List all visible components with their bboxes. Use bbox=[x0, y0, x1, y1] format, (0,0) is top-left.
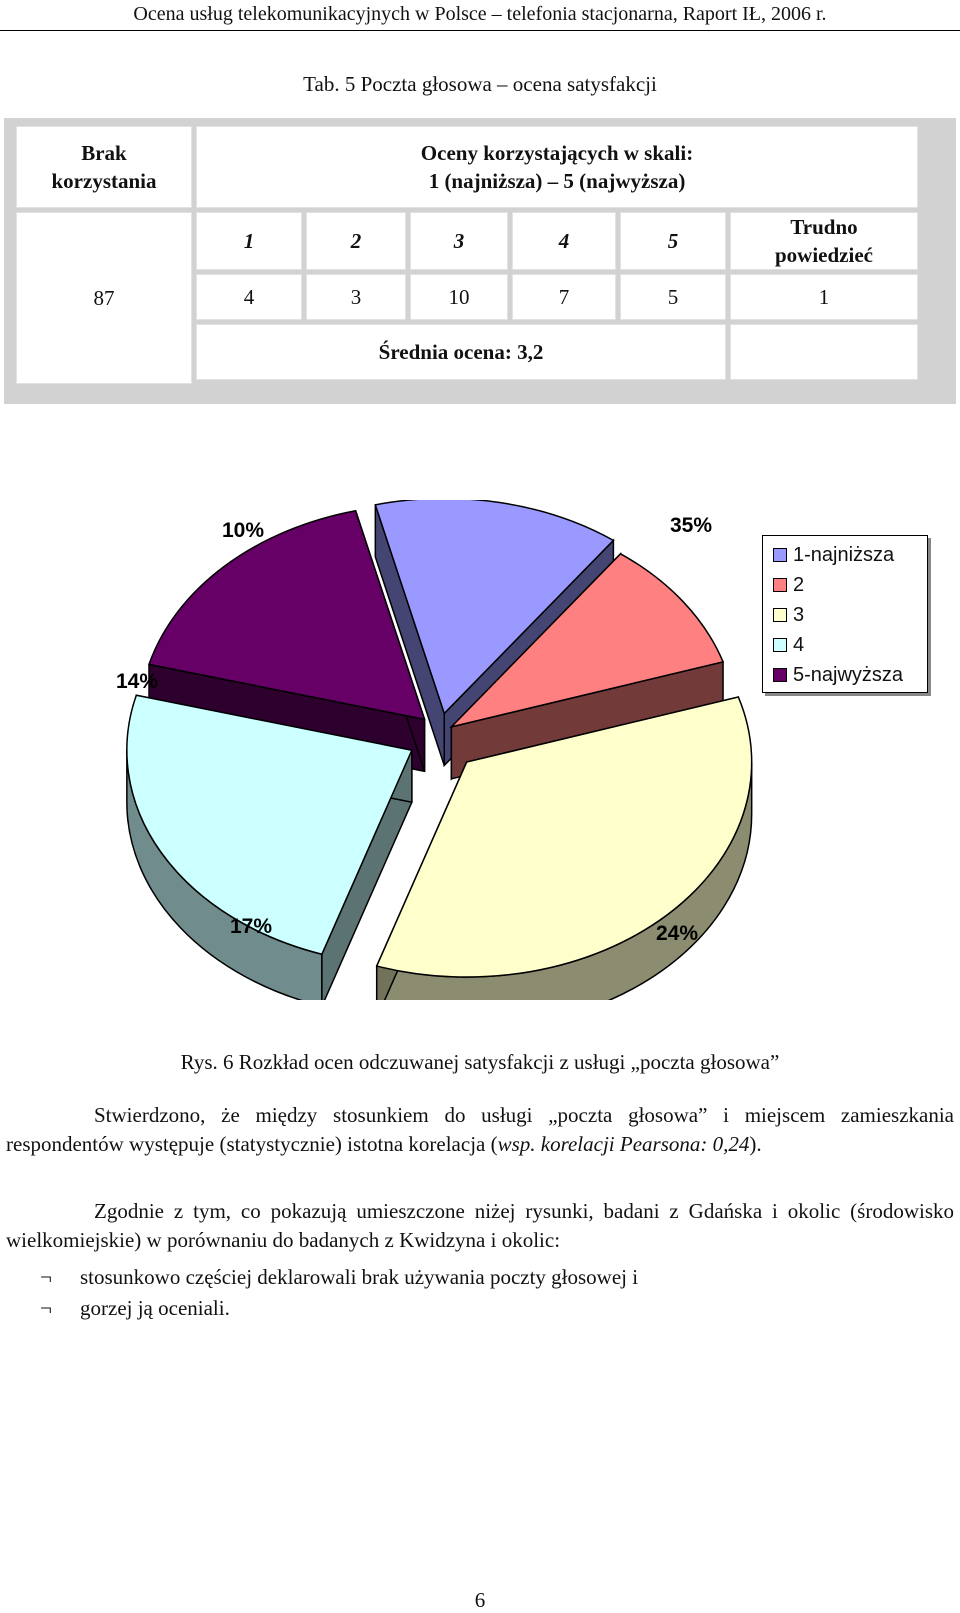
legend-swatch bbox=[773, 578, 787, 592]
legend-swatch bbox=[773, 548, 787, 562]
legend-label: 5-najwyższa bbox=[793, 663, 904, 686]
value-5: 5 bbox=[620, 274, 726, 320]
bullet-item: ¬ stosunkowo częściej deklarowali brak używania poczty głosowej i bbox=[40, 1265, 639, 1289]
value-2: 3 bbox=[306, 274, 406, 320]
no-use-header: Brak korzystania bbox=[16, 126, 192, 208]
scale-header: Oceny korzystających w skali: 1 (najniższa) – 5 (najwyższa) bbox=[196, 126, 918, 208]
legend-item bbox=[773, 630, 927, 660]
page-number: 6 bbox=[474, 1588, 486, 1612]
legend-item bbox=[773, 540, 927, 570]
pie-slice bbox=[377, 697, 752, 1000]
satisfaction-table bbox=[4, 118, 956, 404]
average-score: Średnia ocena: 3,2 bbox=[196, 324, 726, 380]
paragraph-correlation: Stwierdzono, że między stosunkiem do usługi „poczta głosowa” i miejscem zamieszkania respondentów występuje (statystycznie) istotna korelacja (wsp. korelacji Pearsona: 0,24). bbox=[6, 1103, 954, 1156]
legend-item bbox=[773, 600, 927, 630]
legend-label: 2 bbox=[793, 573, 805, 596]
scale-4: 4 bbox=[512, 212, 616, 270]
value-4: 7 bbox=[512, 274, 616, 320]
pie-slice-label: 17% bbox=[230, 915, 273, 938]
pie-slice-label: 10% bbox=[222, 519, 265, 542]
value-1: 4 bbox=[196, 274, 302, 320]
legend-label: 3 bbox=[793, 603, 805, 626]
value-hard-to-say: 1 bbox=[730, 274, 918, 320]
legend-item bbox=[773, 660, 927, 690]
average-empty-cell bbox=[730, 324, 918, 380]
legend-label: 1-najniższa bbox=[793, 543, 895, 566]
legend-swatch bbox=[773, 668, 787, 682]
hard-to-say-header: Trudno powiedzieć bbox=[730, 212, 918, 270]
table-caption: Tab. 5 Poczta głosowa – ocena satysfakcji bbox=[303, 72, 657, 96]
pie-slice-label: 35% bbox=[670, 514, 713, 537]
scale-5: 5 bbox=[620, 212, 726, 270]
pie-slice-label: 14% bbox=[116, 670, 159, 693]
paragraph-comparison: Zgodnie z tym, co pokazują umieszczone niżej rysunki, badani z Gdańska i okolic (środowisko wielkomiejskie) w porównaniu do badanych z Kwidzyna i okolic: bbox=[6, 1199, 954, 1252]
page-header: Ocena usług telekomunikacyjnych w Polsce – telefonia stacjonarna, Raport IŁ, 2006 r. bbox=[0, 0, 960, 31]
pie-slice bbox=[127, 695, 412, 1000]
legend-label: 4 bbox=[793, 633, 805, 656]
legend-swatch bbox=[773, 638, 787, 652]
bullet-item: ¬ gorzej ją oceniali. bbox=[40, 1296, 230, 1320]
figure-caption: Rys. 6 Rozkład ocen odczuwanej satysfakcji z usługi „poczta głosowa” bbox=[180, 1050, 780, 1074]
scale-3: 3 bbox=[410, 212, 508, 270]
chart-legend bbox=[762, 535, 928, 693]
legend-item bbox=[773, 570, 927, 600]
value-3: 10 bbox=[410, 274, 508, 320]
no-use-value: 87 bbox=[16, 212, 192, 384]
pie-slice-label: 24% bbox=[656, 922, 699, 945]
scale-1: 1 bbox=[196, 212, 302, 270]
legend-swatch bbox=[773, 608, 787, 622]
scale-2: 2 bbox=[306, 212, 406, 270]
